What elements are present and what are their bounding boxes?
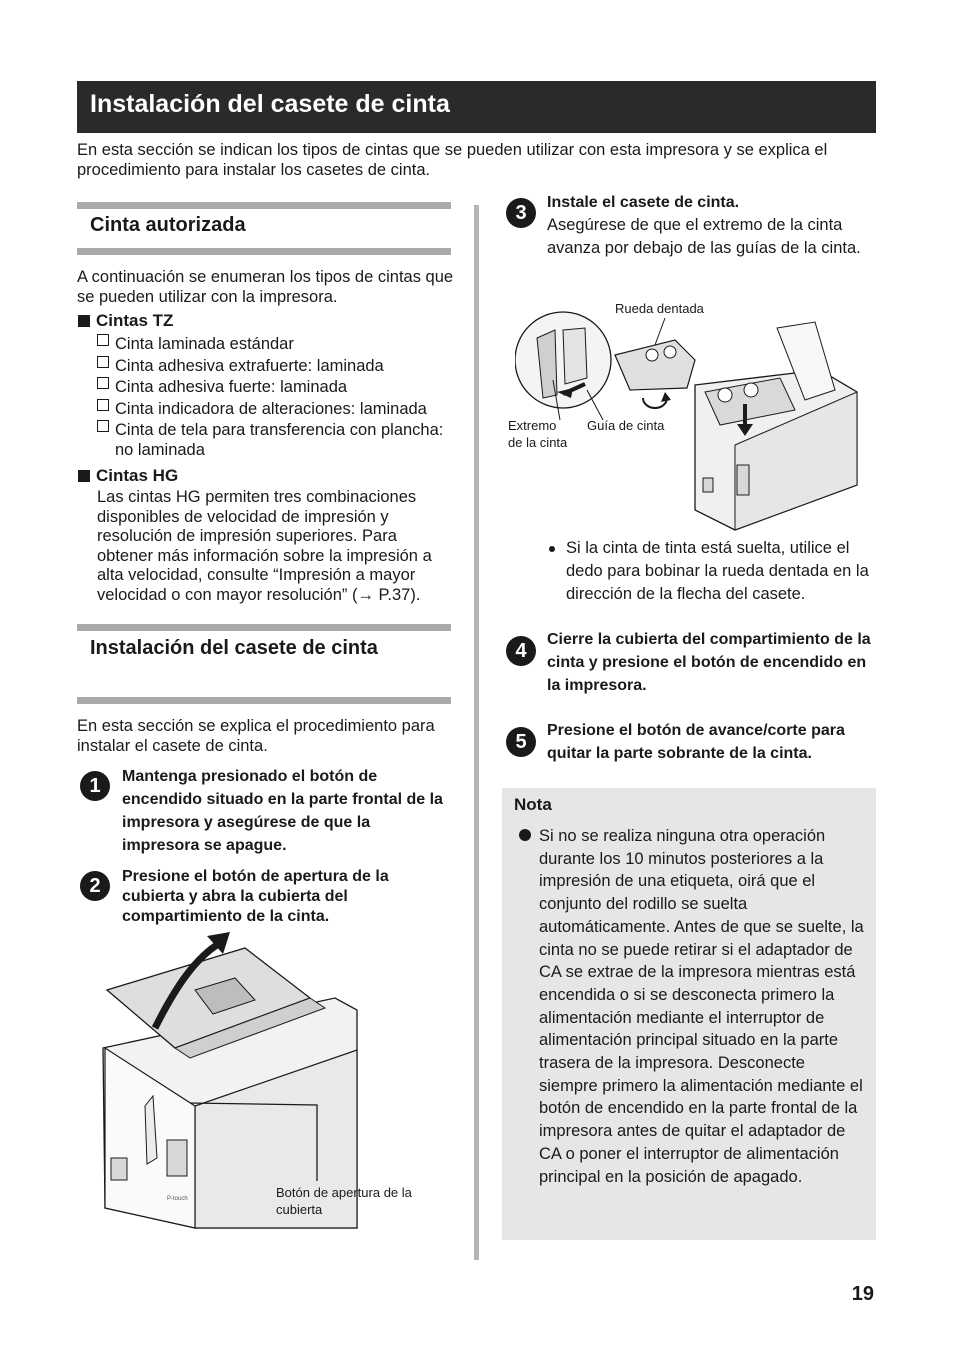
step-2-text: Presione el botón de apertura de la cubierta y abra la cubierta del compartimiento de la cinta. [122,868,389,925]
section-rule-top [77,624,451,631]
page-title: Instalación del casete de cinta [90,90,450,118]
section-rule-top [77,202,451,209]
checkbox-icon [97,377,109,389]
step-4-text: Cierre la cubierta del compartimiento de la cinta y presione el botón de encendido en la impresora. [547,631,871,694]
column-divider [474,205,479,1260]
note-box [502,788,876,1240]
instalacion-intro: En esta sección se explica el procedimiento para instalar el casete de cinta. [77,717,435,755]
note-text: Si no se realiza ninguna otra operación durante los 10 minutos posteriores a la impresión de una etiqueta, oirá que el conjunto del rodillo se suelta automáticamente. Antes de que se suelte, la cinta no se puede retirar si el adaptador de CA se extrae de la impresora mientras está encendida o si se desconecta primero la alimentación mediante el interruptor de alimentación principal situado en la parte trasera de la impresora. Desconecte siempre primero la alimentación mediante el botón de encendido en la parte frontal de la impresora antes de quitar el adaptador de CA o poner el interruptor de alimentación principal en la posición de apagado. [539,827,864,1186]
intro-paragraph: En esta sección se indican los tipos de cintas que se pueden utilizar con esta impresora y se explica el procedimiento para instalar los casetes de cinta. [77,141,828,179]
step-3-subtext: Asegúrese de que el extremo de la cinta avanza por debajo de las guías de la cinta. [547,216,861,257]
section-heading-instalacion: Instalación del casete de cinta [90,637,378,659]
step-3-bullet-text: Si la cinta de tinta está suelta, utilice el dedo para bobinar la rueda dentada en la dirección de la flecha del casete. [566,539,869,603]
section-heading-cinta-autorizada: Cinta autorizada [90,214,246,236]
list-item: Cinta indicadora de alteraciones: laminada [97,400,457,420]
tz-heading: Cintas TZ [78,311,173,331]
step-number-4: 4 [506,636,536,666]
section-rule-bottom [77,697,451,704]
brand-logo-text: P-touch [167,1196,188,1202]
hg-description: Las cintas HG permiten tres combinaciones disponibles de velocidad de impresión y resolución de impresión superiores. Para obtener más información sobre la impresión a alta velocidad, consulte “Impresión a mayor velocidad o con mayor resolución” (→ P.37). [97,488,432,604]
step-number-1: 1 [80,771,110,801]
title-banner [77,81,876,133]
page-number: 19 [851,1283,874,1305]
step-number-5: 5 [506,727,536,757]
list-item: Cinta adhesiva extrafuerte: laminada [97,357,457,377]
checkbox-icon [97,356,109,368]
step-number-3: 3 [506,198,536,228]
square-bullet-icon [78,315,90,327]
step-5-text: Presione el botón de avance/corte para quitar la parte sobrante de la cinta. [547,722,845,762]
list-item: Cinta laminada estándar [97,335,457,355]
checkbox-icon [97,420,109,432]
bullet-dot-icon [519,829,531,841]
square-bullet-icon [78,470,90,482]
step-3-text: Instale el casete de cinta. [547,194,740,211]
figure-label-extremo: Extremo de la cinta [508,418,568,450]
section-rule-bottom [77,248,451,255]
step-1-text: Mantenga presionado el botón de encendido situado en la parte frontal de la impresora y asegúrese de que la impresora se apague. [122,768,443,854]
figure-label-boton-apertura: Botón de apertura de la cubierta [276,1185,412,1217]
list-item: Cinta de tela para transferencia con plancha: no laminada [97,421,457,460]
figure-label-rueda-dentada: Rueda dentada [615,301,704,316]
tz-list [97,335,457,460]
list-item: Cinta adhesiva fuerte: laminada [97,378,457,398]
checkbox-icon [97,334,109,346]
step-number-2: 2 [80,871,110,901]
figure-label-guia: Guía de cinta [587,418,665,433]
note-heading: Nota [514,795,552,814]
bullet-dot-icon [549,546,555,552]
cinta-autorizada-intro: A continuación se enumeran los tipos de cintas que se pueden utilizar con la impresora. [77,268,454,306]
hg-heading: Cintas HG [78,466,178,486]
checkbox-icon [97,399,109,411]
